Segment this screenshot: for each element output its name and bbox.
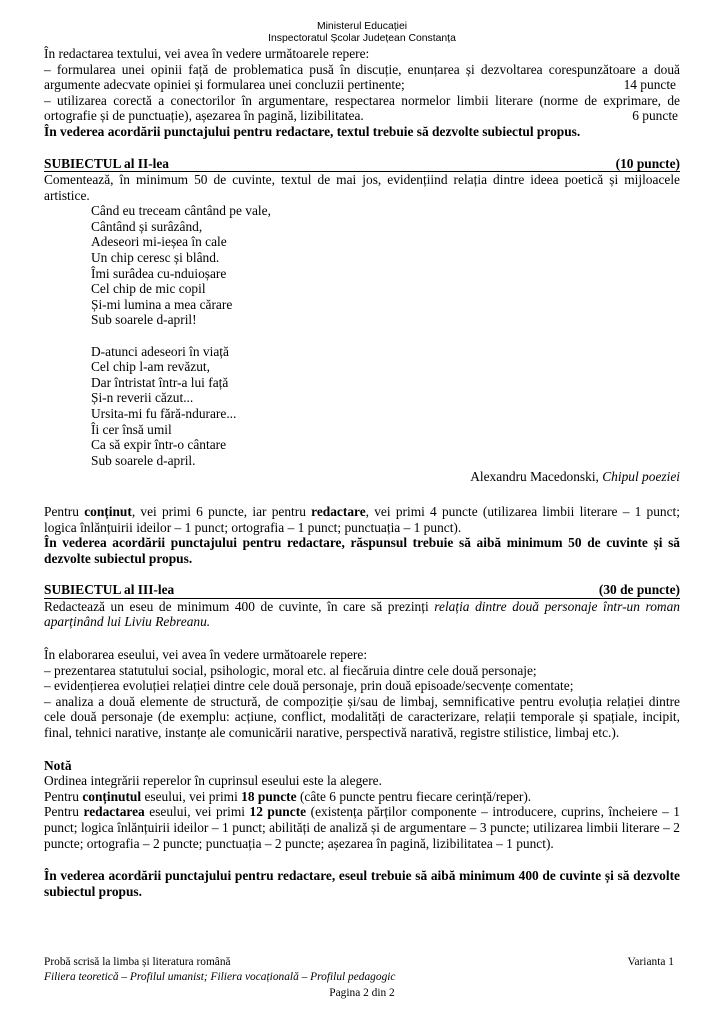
poem-line: Dar întristat într-a lui față <box>91 374 229 390</box>
subject-3-title: SUBIECTUL al III-lea <box>44 582 175 598</box>
poem-line: Un chip ceresc și blând. <box>91 250 220 266</box>
scoring-redactare-label: redactare <box>311 503 366 519</box>
poem-line: Când eu treceam cântând pe vale, <box>91 203 271 219</box>
note-redactare-scoring <box>44 804 680 851</box>
note-text: (câte 6 puncte pentru fiecare cerință/reper). <box>296 788 532 804</box>
note-title: Notă <box>44 757 72 773</box>
poem-line: Cântând și surâzând, <box>91 218 203 234</box>
note-order: Ordinea integrării reperelor în cuprinsul eseului este la alegere. <box>44 773 382 789</box>
intro-lead: În redactarea textului, vei avea în vedere următoarele repere: <box>44 46 370 61</box>
intro-note: În vederea acordării punctajului pentru redactare, textul trebuie să dezvolte subiectul propus. <box>44 123 581 139</box>
footer-exam-row <box>44 955 680 969</box>
poem-stanza-1 <box>91 203 680 328</box>
intro-item-2-points: 6 puncte <box>632 108 678 124</box>
poem <box>44 203 680 468</box>
scoring-text: Pentru <box>44 503 85 519</box>
poem-line: Îmi surâdea cu-nduioșare <box>91 265 227 281</box>
subject-3-points: (30 de puncte) <box>598 582 680 598</box>
poem-line: Adeseori mi-ieșea în cale <box>91 234 227 250</box>
footer-track: Filiera teoretică – Profilul umanist; Filiera vocațională – Profilul pedagogic <box>44 971 396 983</box>
poem-line: Cel chip l-am revăzut, <box>91 359 210 375</box>
subject-2-heading <box>44 157 680 173</box>
note-content-scoring <box>44 789 680 805</box>
subject-3-item-1: – prezentarea statutului social, psihologic, moral etc. al fiecăruia dintre cele două personaje; <box>44 662 537 678</box>
footer-variant: Varianta 1 <box>627 956 674 968</box>
note-text: eseului, vei primi <box>144 804 250 820</box>
poem-line: Ursita-mi fu fără-ndurare... <box>91 405 237 421</box>
note-text: (existența părților componente – introducere, cuprins, încheiere – 1 punct; logica înlănțuirii ideilor – 1 punct; abilități de analiză și de argumentare – 3 puncte; utilizarea limbii literare – 2 puncte; ortografia – 2 puncte; punctuația – 2 puncte; așezarea în pagină, lizibilitatea – 1 punct). <box>44 804 680 851</box>
subject-2-points: (10 puncte) <box>615 155 680 171</box>
poem-line: Și-mi lumina a mea cărare <box>91 296 233 312</box>
poem-line: D-atunci adeseori în viață <box>91 343 229 359</box>
subject-3-item-3: – analiza a două elemente de structură, de compoziție și/sau de limbaj, semnificative pentru evoluția relației dintre cele două personaje (de exemplu: acțiune, conflict, modalități de caracterizare, relații temporale și spațiale, incipit, final, tehnici narative, instanțe ale comunicării narative, perspectivă narativă, registre stilistice, limbaj etc.). <box>44 693 680 740</box>
intro-item-2: – utilizarea corectă a conectorilor în argumentare, respectarea normelor limbii literare (norme de exprimare, de ortografie și de punctuație), așezarea în pagină, lizibilitatea. <box>44 92 680 124</box>
task-topic: relația dintre două personaje într-un roman aparținând lui Liviu Rebreanu. <box>44 598 680 630</box>
poem-line: Îi cer însă umil <box>91 421 172 437</box>
poem-stanza-2 <box>91 344 680 469</box>
footer-page: Pagina 2 din 2 <box>329 987 395 999</box>
subject-2-task: Comentează, în minimum 50 de cuvinte, textul de mai jos, evidențiind relația dintre ideea poetică și mijloacele artistice. <box>44 172 680 203</box>
subject-3-task <box>44 599 680 630</box>
note-content-label: conținutul <box>82 788 142 804</box>
poem-line: Cel chip de mic copil <box>91 281 206 297</box>
poem-work: Chipul poeziei <box>602 469 680 485</box>
header-ministry: Ministerul Educației <box>316 21 408 32</box>
subject-2-note: În vederea acordării punctajului pentru redactare, răspunsul trebuie să aibă minimum 50 de cuvinte și să dezvolte subiectul propus. <box>44 535 680 566</box>
note-text: Pentru <box>44 804 84 820</box>
task-text: Redactează un eseu de minimum 400 de cuvinte, în care să prezinți <box>44 598 435 614</box>
subject-3-item-2: – evidențierea evoluției relației dintre cele două personaje, prin două episoade/secvențe comentate; <box>44 678 574 694</box>
intro-item-1: – formularea unei opinii față de problematica pusă în discuție, enunțarea și dezvoltarea corespunzătoare a două argumente adecvate opiniei și formularea unei concluzii pertinente; <box>44 61 680 93</box>
subject-2-scoring <box>44 504 680 535</box>
intro-item-1-points: 14 puncte <box>623 77 676 93</box>
poem-line: Sub soarele d-april! <box>91 312 197 328</box>
poem-source <box>44 469 680 485</box>
note-redactare-label: redactarea <box>83 804 145 820</box>
document-body <box>44 46 680 899</box>
note-content-points: 18 puncte <box>241 788 297 804</box>
subject-3-lead: În elaborarea eseului, vei avea în vedere următoarele repere: <box>44 647 368 662</box>
poem-line: Sub soarele d-april. <box>91 452 196 468</box>
note-text: eseului, vei primi <box>141 788 242 804</box>
note-redactare-points: 12 puncte <box>249 804 307 820</box>
scoring-text: , vei primi 4 puncte (utilizarea limbii literare – 1 punct; logica înlănțuirii ideilor – 1 punct; ortografia – 1 punct; punctuația – 1 punct). <box>44 503 680 535</box>
poem-line: Și-n reverii căzut... <box>91 390 194 406</box>
scoring-content-label: conținut <box>84 503 132 519</box>
subject-3-heading <box>44 583 680 599</box>
poem-author: Alexandru Macedonski, <box>470 469 599 485</box>
subject-3-final-note: În vederea acordării punctajului pentru redactare, eseul trebuie să aibă minimum 400 de cuvinte și să dezvolte subiectul propus. <box>44 868 680 899</box>
header-inspectorate: Inspectoratul Școlar Județean Constanța <box>268 33 456 44</box>
scoring-text: , vei primi 6 puncte, iar pentru <box>131 503 312 519</box>
footer-exam: Probă scrisă la limba și literatura română <box>44 956 231 968</box>
subject-2-title: SUBIECTUL al II-lea <box>44 155 170 171</box>
note-text: Pentru <box>44 788 83 804</box>
poem-line: Ca să expir într-o cântare <box>91 437 227 453</box>
